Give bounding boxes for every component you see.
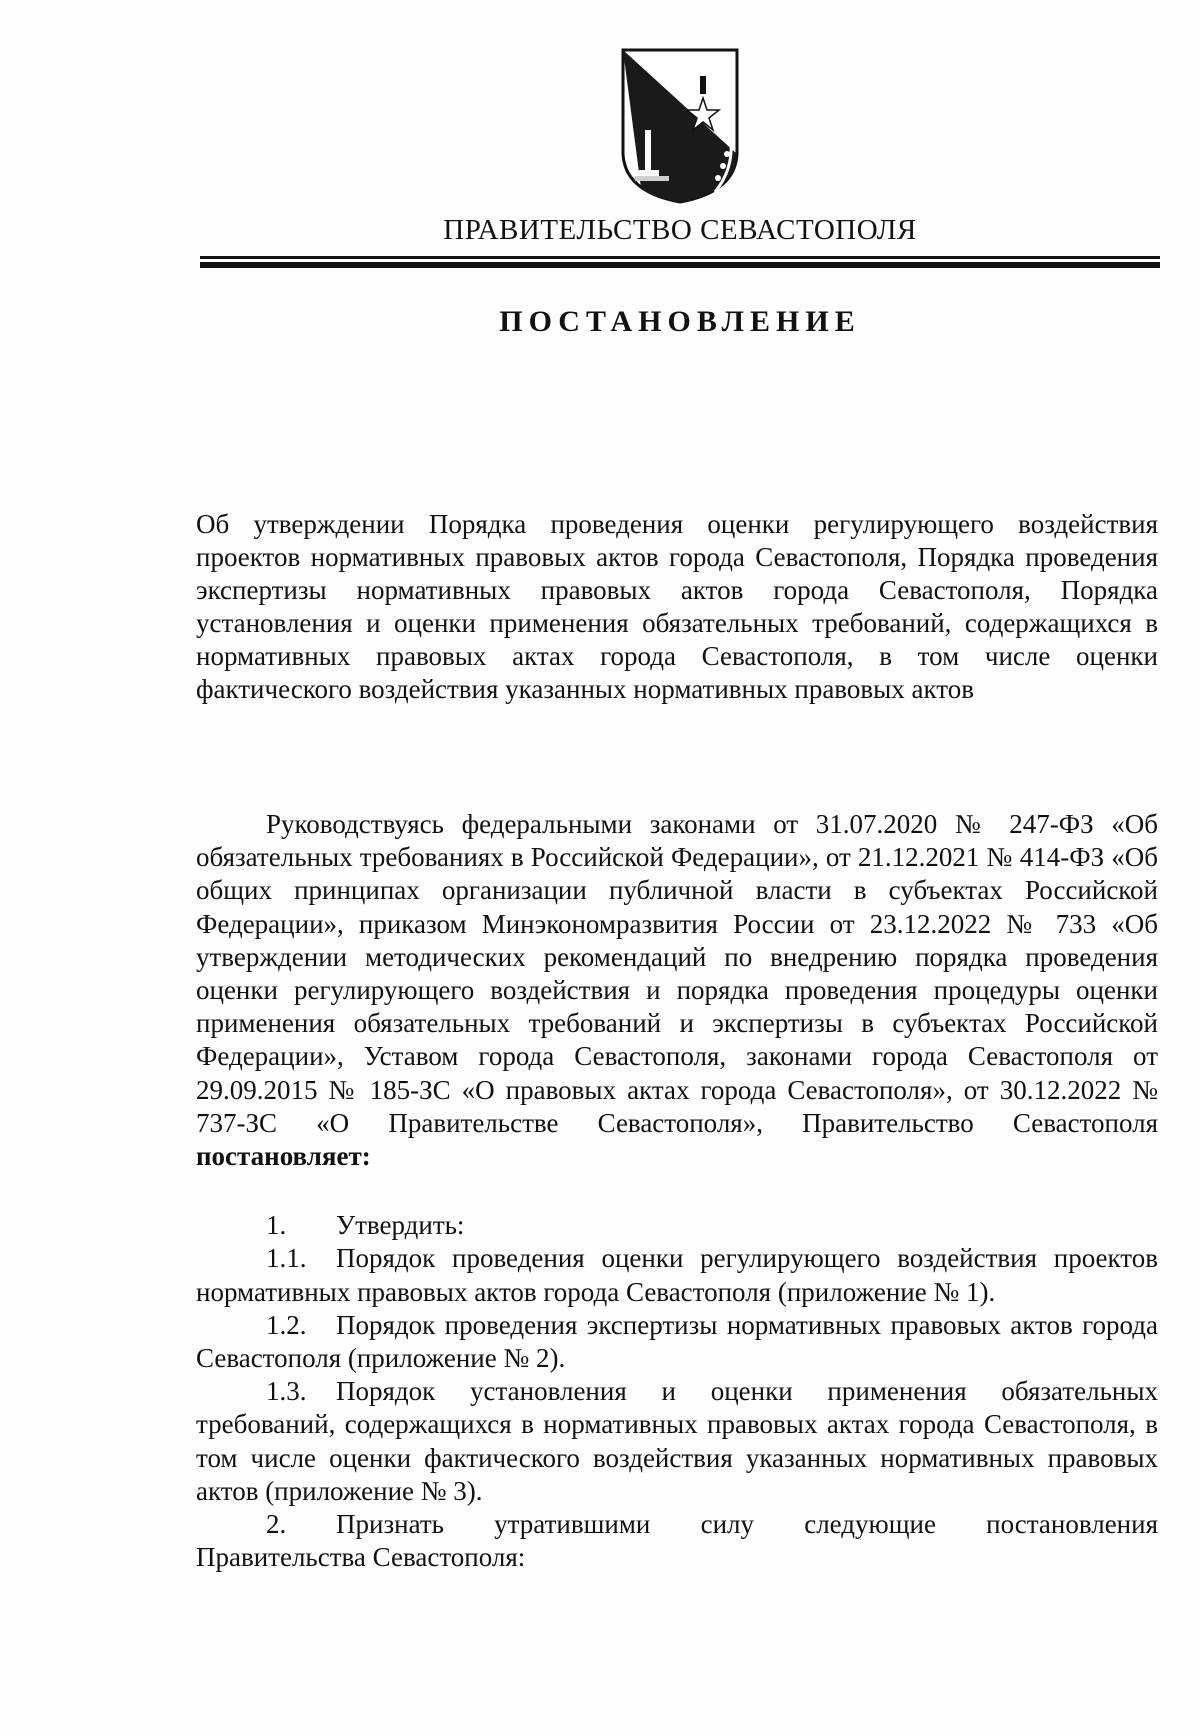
document-type-heading: ПОСТАНОВЛЕНИЕ — [499, 305, 861, 338]
document-body — [196, 808, 1158, 1574]
item-text: Утвердить: — [336, 1210, 465, 1241]
header-rule-thick — [200, 262, 1160, 268]
preamble-text: Руководствуясь федеральными законами от 31.07.2020 № 247-ФЗ «Об обязательных требованиях в Российской Федерации», от 21.12.2021 № 414-ФЗ «Об общих принципах организации публичной власти в субъектах Российской Федерации», приказом Минэкономразвития России от 23.12.2022 № 733 «Об утверждении методических рекомендаций по внедрению порядка проведения оценки регулирующего воздействия и порядка проведения процедуры оценки применения обязательных требований и экспертизы в субъектах Российской Федерации», Уставом города Севастополя, законами города Севастополя от 29.09.2015 № 185-ЗС «О правовых актах города Севастополя», от 30.12.2022 № 737-ЗС «О Правительстве Севастополя», Правительство Севастополя — [196, 809, 1158, 1138]
preamble-verb: постановляет: — [196, 1141, 371, 1172]
list-item — [196, 1242, 1158, 1308]
government-title: ПРАВИТЕЛЬСТВО СЕВАСТОПОЛЯ — [443, 214, 917, 246]
item-number: 1. — [266, 1210, 287, 1241]
list-item — [196, 1209, 1158, 1242]
item-number: 1.3. — [266, 1376, 307, 1407]
coat-of-arms-icon — [615, 42, 745, 207]
header-rule-thin — [200, 256, 1160, 259]
item-number: 1.2. — [266, 1309, 307, 1340]
list-item — [196, 1508, 1158, 1574]
preamble-paragraph — [196, 808, 1158, 1173]
document-subject: Об утверждении Порядка проведения оценки регулирующего воздействия проектов нормативных правовых актов города Севастополя, Порядка проведения экспертизы нормативных правовых актов города Севастополя, Порядка установления и оценки применения обязательных требований, содержащихся в нормативных правовых актах города Севастополя, в том числе оценки фактического воздействия указанных нормативных правовых актов — [196, 509, 1158, 704]
spacer — [196, 1173, 1158, 1209]
item-number: 1.1. — [266, 1243, 307, 1274]
item-number: 2. — [266, 1509, 287, 1540]
list-item — [196, 1375, 1158, 1508]
item-text: Порядок установления и оценки применения обязательных требований, содержащихся в нормативных правовых актах города Севастополя, в том числе оценки фактического воздействия указанных нормативных правовых актов (приложение № 3). — [196, 1376, 1158, 1506]
item-text: Порядок проведения экспертизы нормативных правовых актов города Севастополя (приложение № 2). — [196, 1309, 1158, 1374]
item-text: Порядок проведения оценки регулирующего воздействия проектов нормативных правовых актов города Севастополя (приложение № 1). — [196, 1243, 1158, 1307]
list-item — [196, 1309, 1158, 1375]
item-text: Признать утратившими силу следующие постановления Правительства Севастополя: — [196, 1509, 1158, 1573]
